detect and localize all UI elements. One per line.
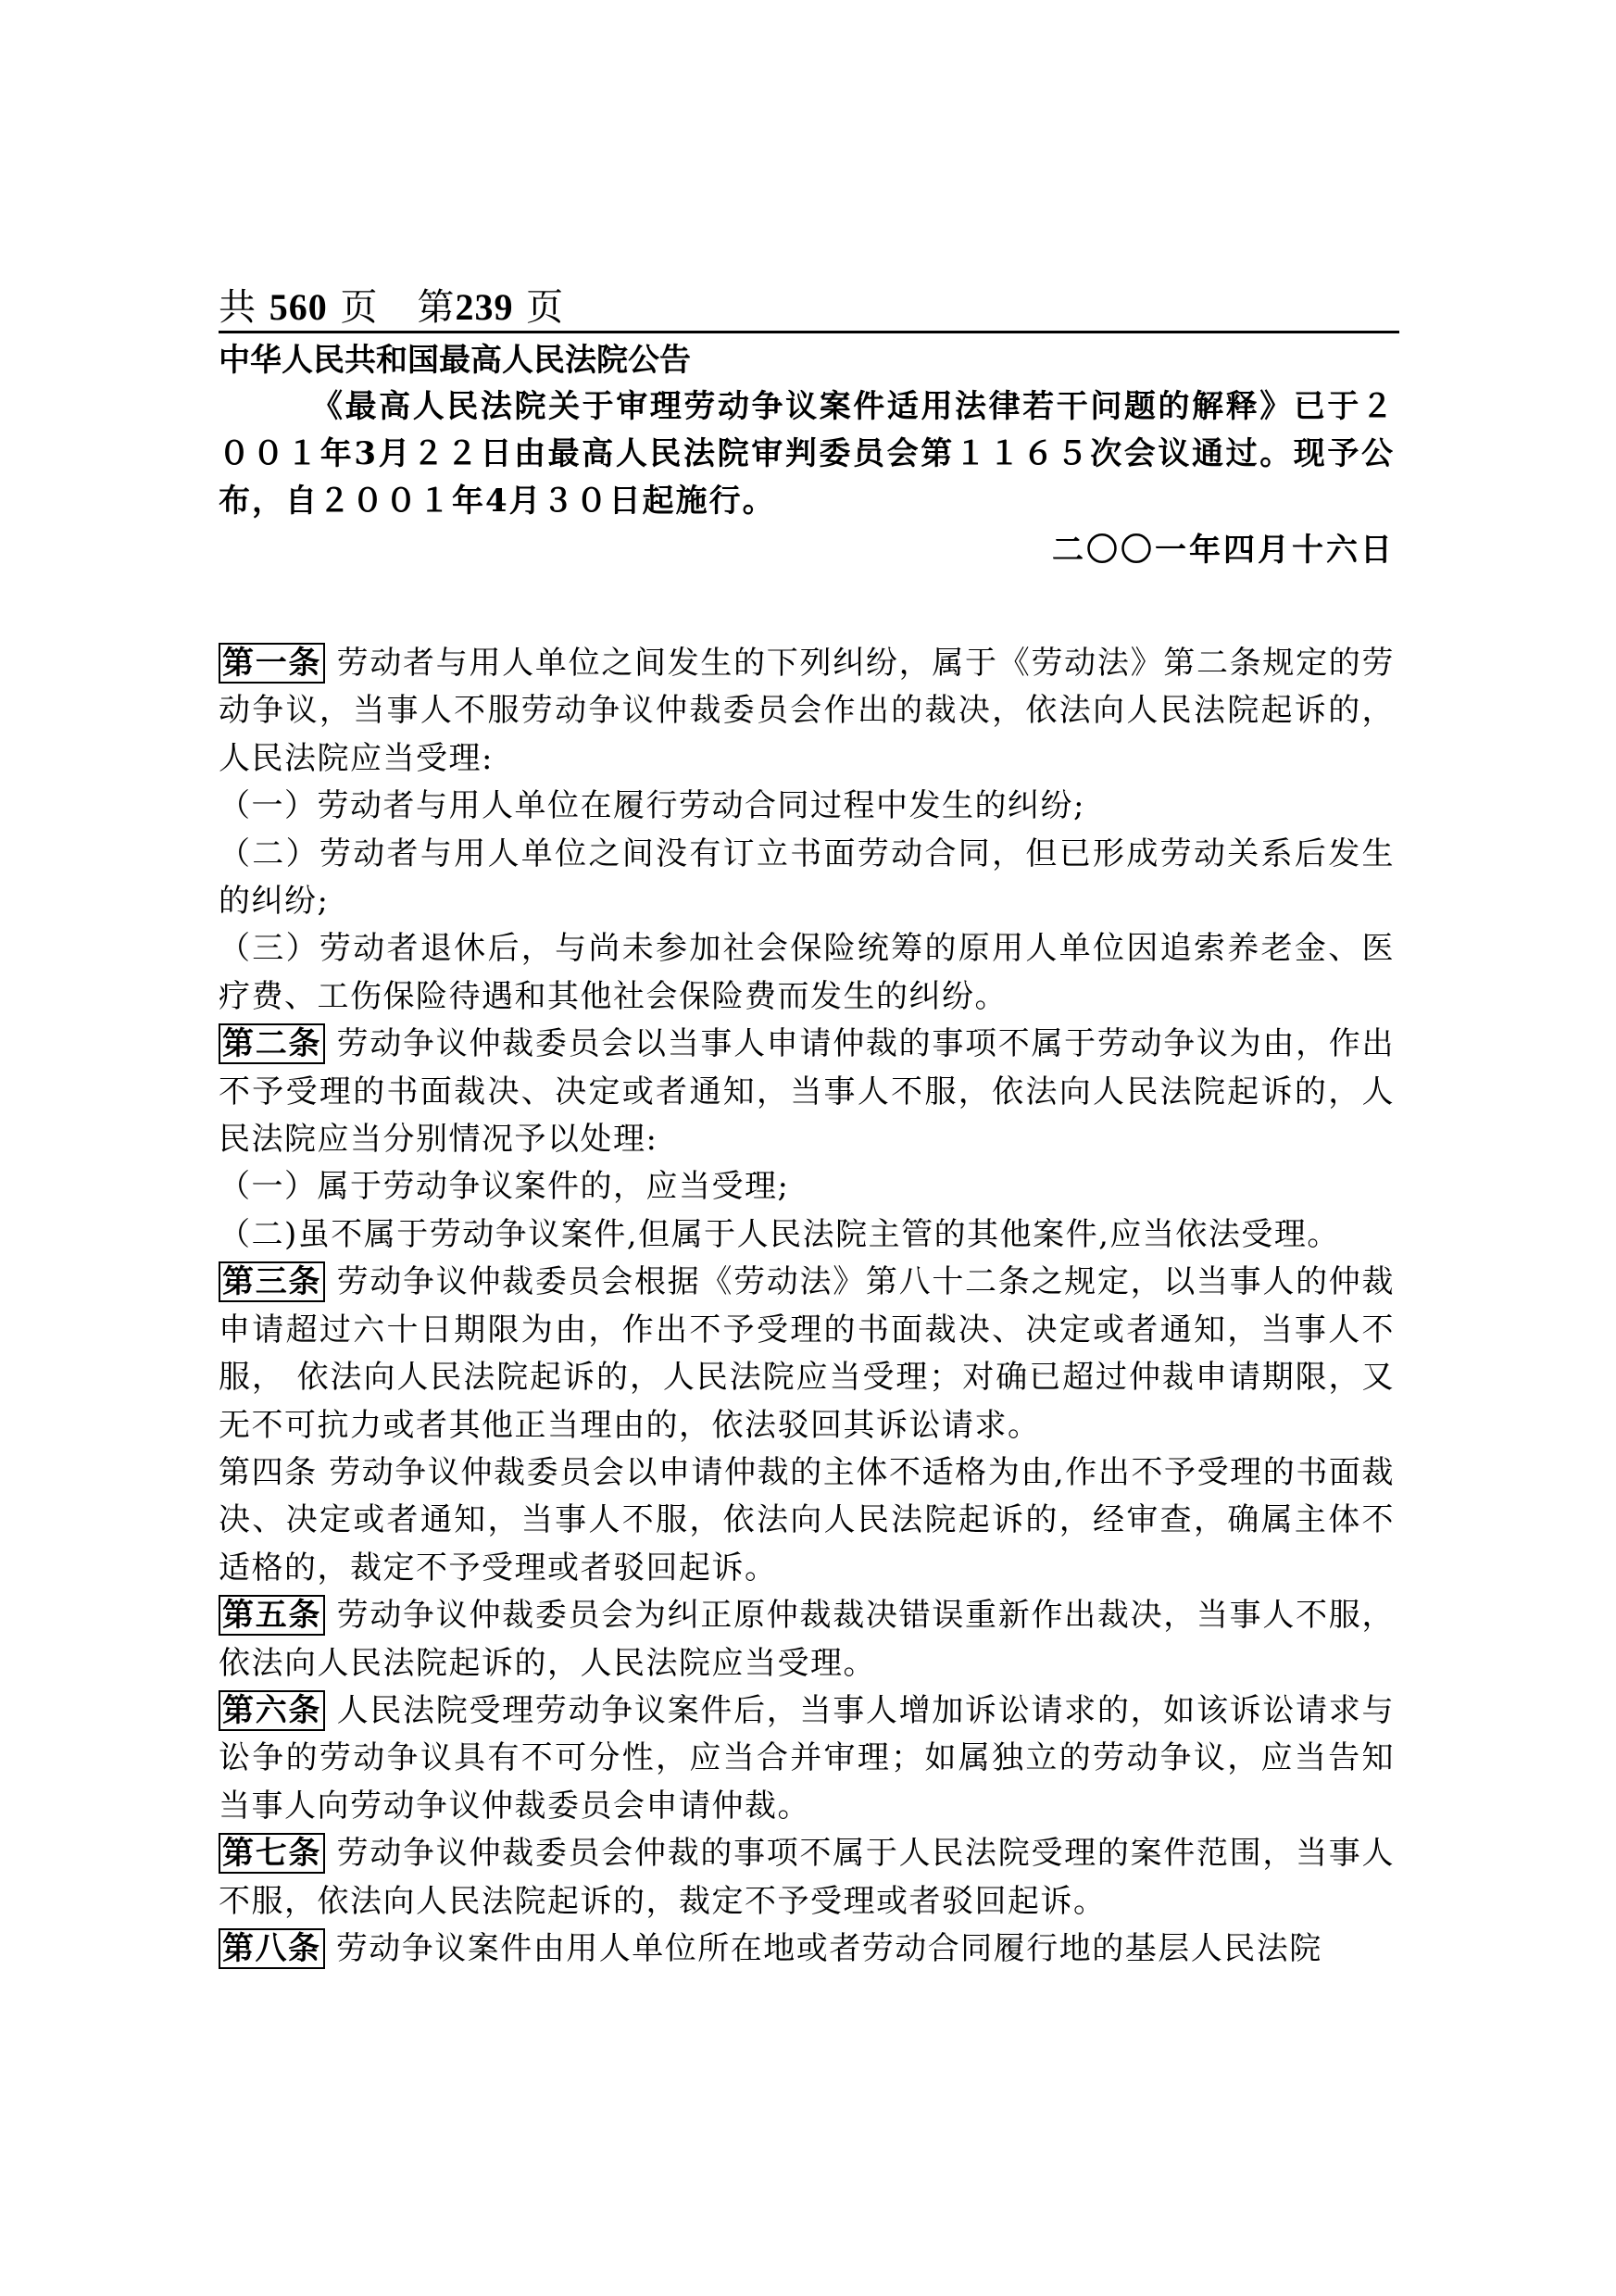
header-rule — [219, 331, 1399, 333]
total-pages: 560 — [269, 286, 328, 328]
notice-body: 《最高人民法院关于审理劳动争议案件适用法律若干问题的解释》已于２００１年3月２２日由最高人民法院审判委员会第１１６５次会议通过。现予公布，自２００１年4月３０日起施行。 — [219, 388, 1395, 520]
article-paragraph — [219, 1259, 1395, 1449]
current-suffix: 页 — [526, 286, 565, 329]
article-text: （二)虽不属于劳动争议案件,但属于人民法院主管的其他案件,应当依法受理。 — [219, 1215, 1340, 1253]
article-text: （一）属于劳动争议案件的，应当受理; — [219, 1168, 790, 1206]
article-text: 劳动争议仲裁委员会以当事人申请仲裁的事项不属于劳动争议为由，作出不予受理的书面裁决、决定或者通知，当事人不服，依法向人民法院起诉的，人民法院应当分别情况予以处理: — [219, 1025, 1396, 1159]
article-label: 第一条 — [219, 643, 325, 684]
article-label: 第四条 — [219, 1453, 318, 1491]
article-text: （三）劳动者退休后，与尚未参加社会保险统筹的原用人单位因追索养老金、医疗费、工伤保险待遇和其他社会保险费而发生的纠纷。 — [219, 930, 1395, 1015]
article-label: 第七条 — [219, 1833, 325, 1874]
article-text: 劳动争议仲裁委员会仲裁的事项不属于人民法院受理的案件范围，当事人不服，依法向人民法院起诉的，裁定不予受理或者驳回起诉。 — [219, 1835, 1396, 1920]
article-paragraph — [219, 1163, 1395, 1211]
article-label: 第三条 — [219, 1261, 325, 1302]
article-label: 第五条 — [219, 1595, 325, 1636]
article-paragraph — [219, 783, 1395, 830]
article-text: 劳动争议仲裁委员会以申请仲裁的主体不适格为由,作出不予受理的书面裁决、决定或者通知，当事人不服，依法向人民法院起诉的，经审查，确属主体不适格的，裁定不予受理或者驳回起诉。 — [219, 1453, 1396, 1587]
article-label: 第六条 — [219, 1690, 325, 1731]
current-prefix: 第 — [417, 286, 456, 329]
article-paragraph — [219, 831, 1395, 926]
article-label: 第二条 — [219, 1023, 325, 1064]
article-text: 劳动争议案件由用人单位所在地或者劳动合同履行地的基层人民法院 — [335, 1929, 1322, 1967]
article-paragraph — [219, 1926, 1395, 1973]
article-text: 劳动争议仲裁委员会为纠正原仲裁裁决错误重新作出裁决，当事人不服，依法向人民法院起诉的，人民法院应当受理。 — [219, 1597, 1396, 1682]
articles-section — [219, 640, 1395, 1973]
article-label: 第八条 — [219, 1928, 325, 1969]
article-paragraph — [219, 640, 1395, 783]
article-paragraph — [219, 1449, 1395, 1592]
article-text: 人民法院受理劳动争议案件后，当事人增加诉讼请求的，如该诉讼请求与讼争的劳动争议具有不可分性，应当合并审理；如属独立的劳动争议，应当告知当事人向劳动争议仲裁委员会申请仲裁。 — [219, 1691, 1396, 1825]
article-paragraph — [219, 1592, 1395, 1687]
total-prefix: 共 — [219, 286, 257, 329]
article-paragraph — [219, 1687, 1395, 1830]
article-text: 劳动者与用人单位之间发生的下列纠纷，属于《劳动法》第二条规定的劳动争议，当事人不服劳动争议仲裁委员会作出的裁决，依法向人民法院起诉的，人民法院应当受理: — [219, 645, 1396, 777]
article-text: （一）劳动者与用人单位在履行劳动合同过程中发生的纠纷; — [219, 787, 1085, 825]
page-header — [219, 283, 1395, 332]
current-page: 239 — [455, 286, 514, 328]
article-paragraph — [219, 1021, 1395, 1163]
article-paragraph — [219, 925, 1395, 1021]
article-text: （二）劳动者与用人单位之间没有订立书面劳动合同，但已形成劳动关系后发生的纠纷; — [219, 834, 1395, 921]
article-text: 劳动争议仲裁委员会根据《劳动法》第八十二条之规定，以当事人的仲裁申请超过六十日期限为由，作出不予受理的书面裁决、决定或者通知，当事人不服， 依法向人民法院起诉的，人民法院应当受理；对确已超过仲裁申请期限，又无不可抗力或者其他正当理由的，依法驳回其诉讼请求。 — [219, 1263, 1396, 1444]
article-paragraph — [219, 1211, 1395, 1259]
notice-title: 中华人民共和国最高人民法院公告 — [219, 342, 691, 379]
notice-date: 二〇〇一年四月十六日 — [1052, 532, 1395, 569]
article-paragraph — [219, 1830, 1395, 1926]
total-suffix: 页 — [340, 286, 379, 329]
